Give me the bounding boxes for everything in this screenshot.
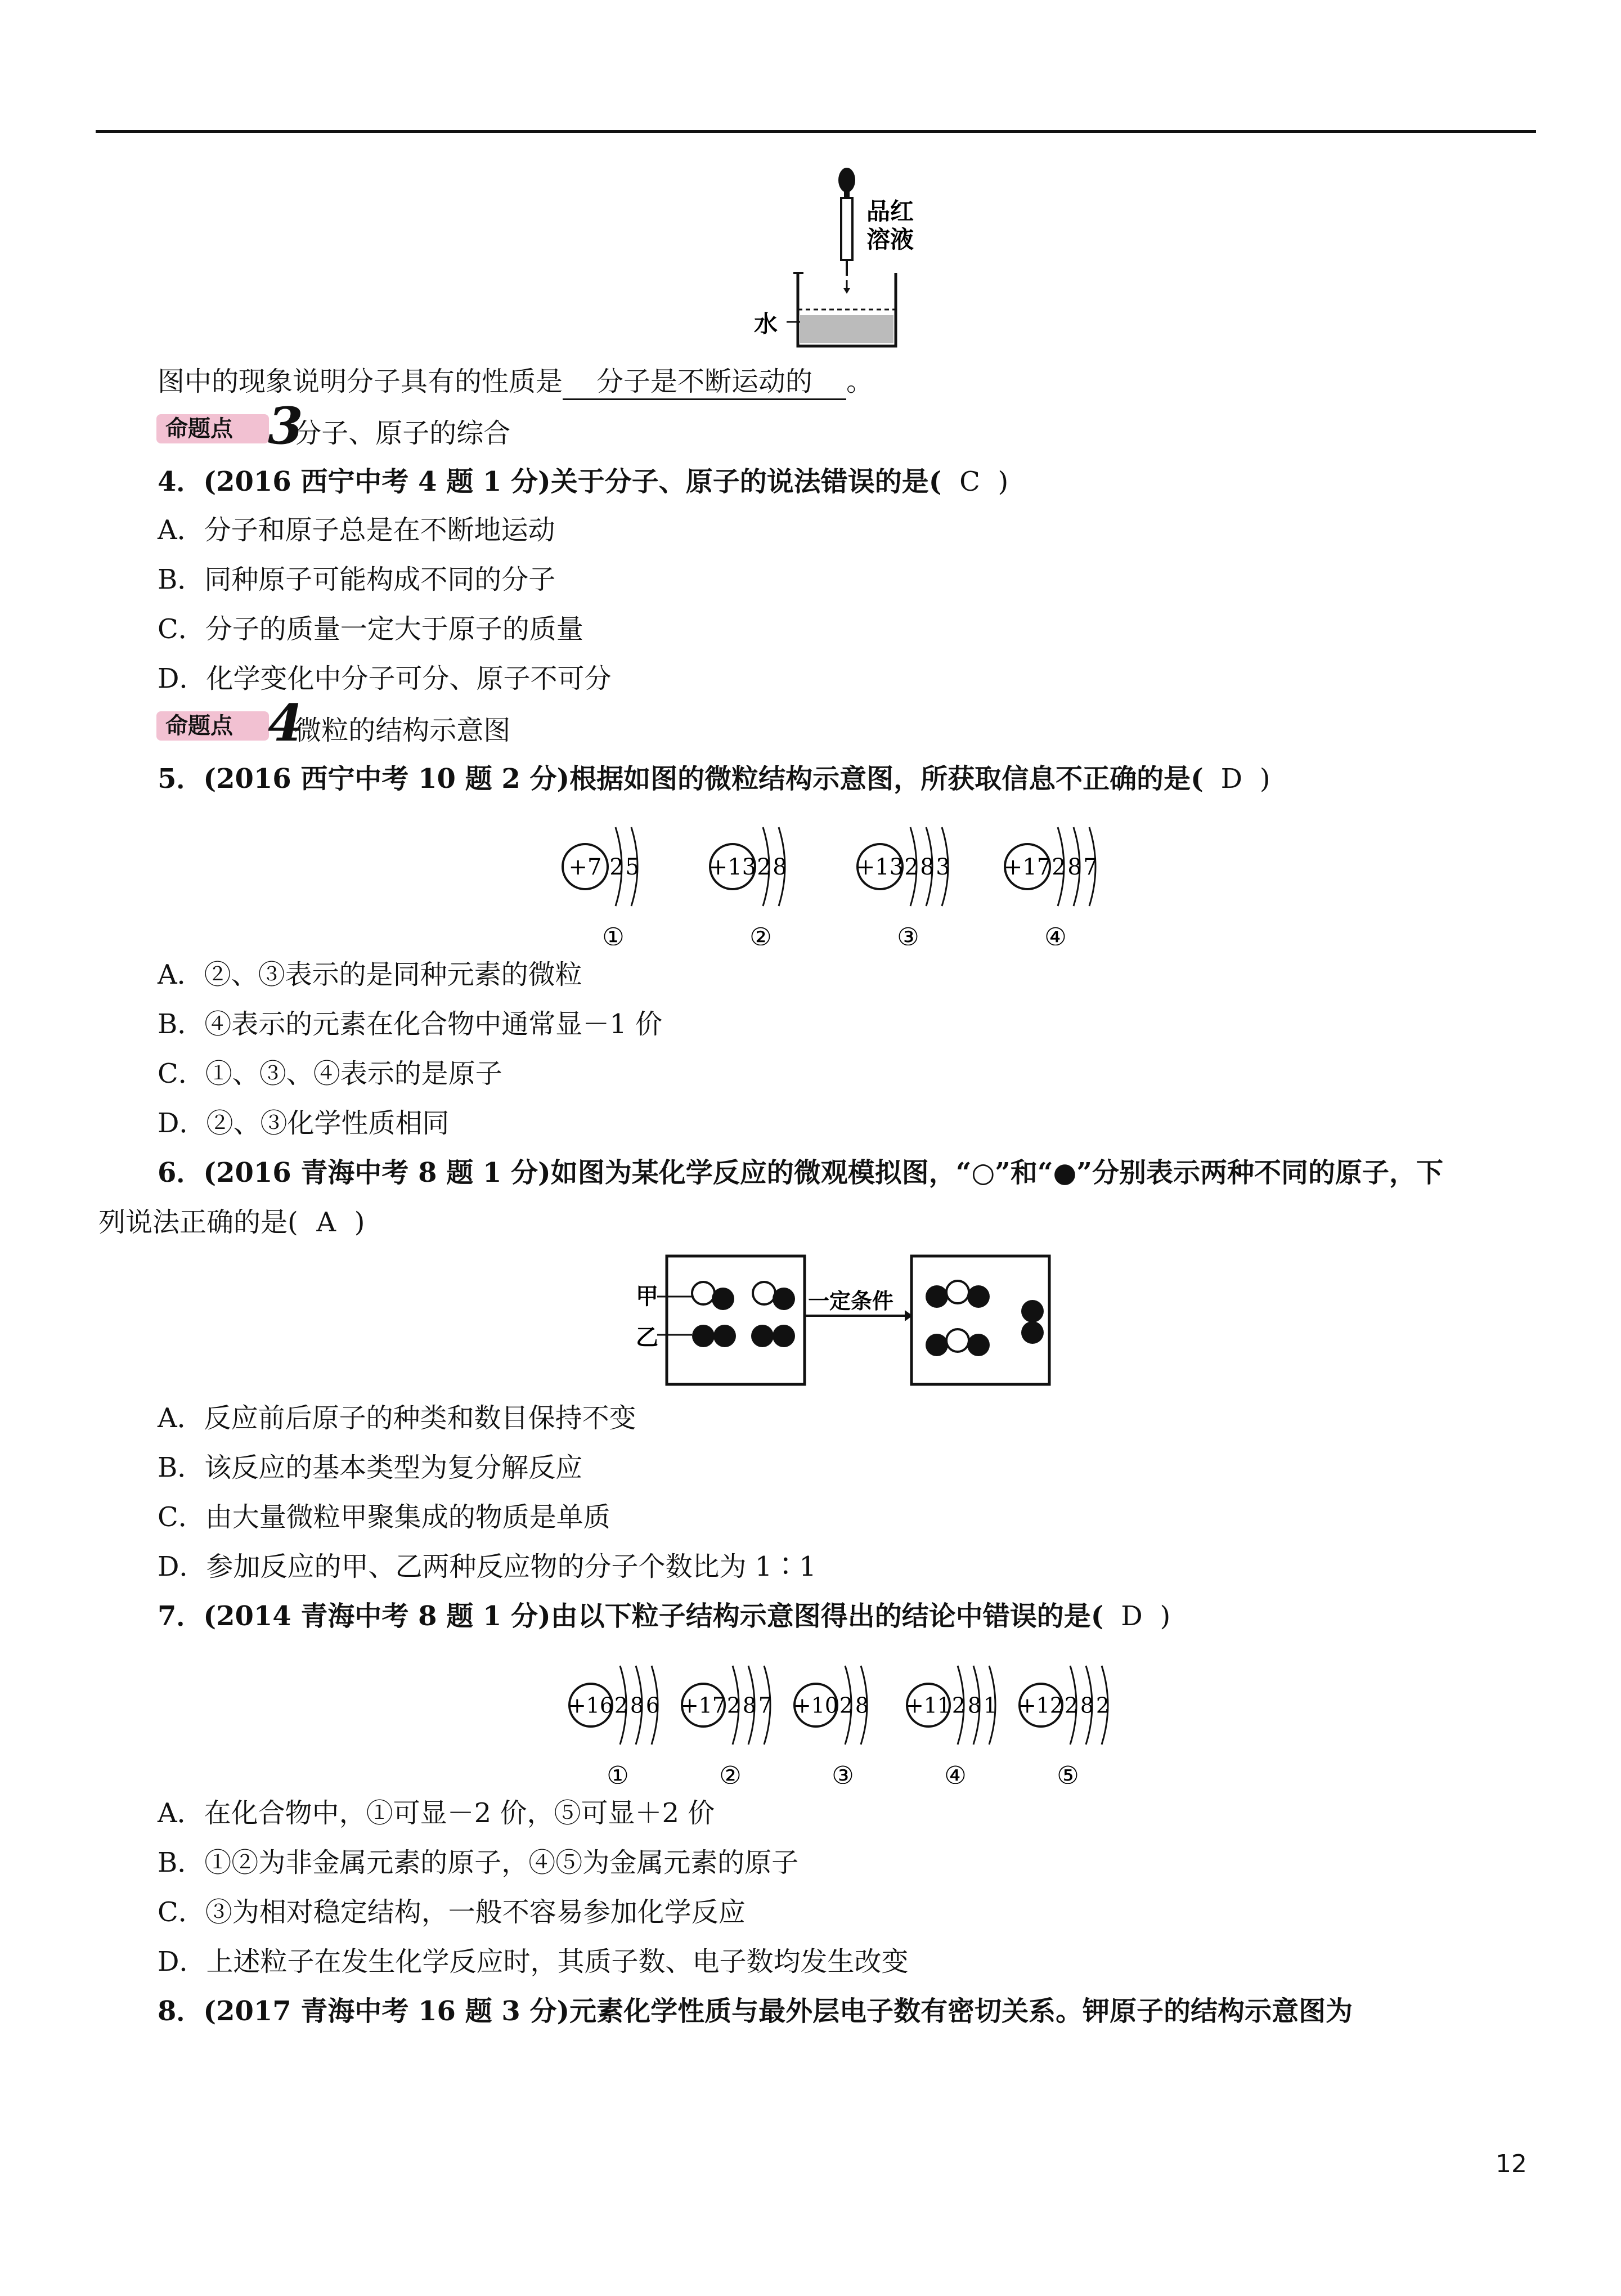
q4-option-c: C．分子的质量一定大于原子的质量: [158, 613, 583, 645]
particle-diagram: [1018, 1666, 1110, 1784]
particle-label: ③: [897, 923, 919, 945]
black-atom-icon: [751, 1325, 774, 1347]
q6-option-b: B．该反应的基本类型为复分解反应: [158, 1452, 583, 1483]
particle-diagram: [568, 1666, 659, 1784]
black-atom-icon: [967, 1285, 990, 1308]
black-atom-icon: [967, 1334, 990, 1356]
dropper-bulb-icon: [838, 168, 855, 192]
nucleus-charge: +17: [1003, 854, 1052, 880]
shell-electron-count: 2: [757, 854, 771, 880]
nucleus-charge: +13: [708, 854, 757, 880]
water-fill: [800, 315, 893, 343]
shell-electron-count: 8: [1067, 854, 1082, 880]
q5-option-d: D．②、③化学性质相同: [158, 1107, 450, 1139]
q5-answer: D: [1220, 763, 1243, 795]
q6-stem-1: 6．(2016 青海中考 8 题 1 分)如图为某化学反应的微观模拟图，“○”和“●”分别表示两种不同的原子，下: [158, 1157, 1443, 1189]
particle-label: ④: [1044, 923, 1067, 945]
particle-label: ②: [719, 1761, 742, 1784]
particle-label: ⑤: [1057, 1761, 1079, 1784]
q4-option-a: A．分子和原子总是在不断地运动: [158, 514, 555, 546]
particle-diagram: [709, 827, 787, 945]
q6-option-d: D．参加反应的甲、乙两种反应物的分子个数比为 1∶1: [158, 1551, 816, 1582]
q7-particle-diagrams: [557, 1649, 1153, 1784]
label-yi: 乙: [636, 1324, 658, 1351]
nucleus-charge: +11: [905, 1693, 951, 1718]
reactants-box: [667, 1256, 805, 1384]
particle-diagram: [1004, 827, 1098, 945]
q7-option-d: D．上述粒子在发生化学反应时，其质子数、电子数均发生改变: [158, 1946, 909, 1977]
shell-electron-count: 8: [1080, 1693, 1094, 1718]
q6-answer: A: [316, 1207, 336, 1238]
pinhong-label-2: 溶液: [866, 226, 914, 253]
particle-label: ②: [749, 923, 772, 945]
shell-electron-count: 3: [936, 854, 950, 880]
water-label: 水: [754, 310, 778, 338]
dropper-tube: [841, 198, 852, 260]
black-atom-icon: [1021, 1321, 1044, 1344]
conclusion-answer: 分子是不断运动的: [563, 367, 846, 400]
shell-electron-count: 8: [773, 854, 787, 880]
header-rule: [96, 130, 1536, 133]
reaction-figure: [625, 1250, 1058, 1391]
shell-electron-count: 2: [1064, 1693, 1079, 1718]
q4-stem: 4．(2016 西宁中考 4 题 1 分)关于分子、原子的说法错误的是( C ): [158, 466, 1009, 497]
page-number: 12: [1496, 2150, 1527, 2178]
shell-electron-count: 5: [625, 854, 640, 880]
q6-stem-2: 列说法正确的是( A ): [98, 1207, 365, 1238]
q7-option-c: C．③为相对稳定结构，一般不容易参加化学反应: [158, 1896, 746, 1928]
white-atom-icon: [692, 1282, 715, 1304]
dropper-beaker-figure: [754, 163, 945, 355]
nucleus-charge: +7: [568, 854, 602, 880]
pinhong-label-1: 品红: [866, 198, 914, 225]
shell-electron-count: 8: [967, 1693, 982, 1718]
q7-option-b: B．①②为非金属元素的原子，④⑤为金属元素的原子: [158, 1847, 799, 1878]
topic-badge-3: 命题点 3: [156, 410, 286, 447]
particle-diagram: [681, 1666, 772, 1784]
shell-electron-count: 2: [1095, 1693, 1110, 1718]
nucleus-charge: +13: [856, 854, 904, 880]
condition-label: 一定条件: [808, 1288, 894, 1313]
shell-electron-count: 2: [609, 854, 624, 880]
q7-option-a: A．在化合物中，①可显－2 价，⑤可显＋2 价: [158, 1797, 715, 1829]
black-atom-icon: [773, 1288, 795, 1310]
conclusion-line: 图中的现象说明分子具有的性质是 分子是不断运动的 。: [158, 365, 873, 400]
shell-electron-count: 8: [855, 1693, 869, 1718]
shell-electron-count: 7: [758, 1693, 773, 1718]
black-atom-icon: [926, 1334, 948, 1356]
white-atom-icon: [946, 1329, 969, 1352]
shell-electron-count: 8: [630, 1693, 644, 1718]
q4-answer: C: [959, 466, 980, 497]
q5-option-c: C．①、③、④表示的是原子: [158, 1058, 502, 1089]
particle-label: ①: [607, 1761, 629, 1784]
shell-electron-count: 2: [614, 1693, 628, 1718]
nucleus-charge: +10: [793, 1693, 839, 1718]
topic4-heading: [156, 693, 511, 753]
black-atom-icon: [713, 1325, 736, 1347]
nucleus-charge: +17: [680, 1693, 726, 1718]
black-atom-icon: [1021, 1300, 1044, 1322]
shell-electron-count: 2: [839, 1693, 854, 1718]
particle-diagram: [856, 827, 950, 945]
nucleus-charge: +16: [568, 1693, 614, 1718]
nucleus-charge: +12: [1018, 1693, 1064, 1718]
q6-option-c: C．由大量微粒甲聚集成的物质是单质: [158, 1501, 610, 1533]
shell-electron-count: 2: [726, 1693, 741, 1718]
q8-stem: 8．(2017 青海中考 16 题 3 分)元素化学性质与最外层电子数有密切关系。钾原子的结构示意图为: [158, 1995, 1353, 2027]
shell-electron-count: 2: [904, 854, 919, 880]
shell-electron-count: 6: [645, 1693, 660, 1718]
topic4-title: 微粒的结构示意图: [294, 715, 511, 746]
shell-electron-count: 2: [951, 1693, 966, 1718]
q5-option-a: A．②、③表示的是同种元素的微粒: [158, 959, 582, 990]
black-atom-icon: [926, 1285, 948, 1308]
particle-label: ③: [832, 1761, 854, 1784]
q6-option-a: A．反应前后原子的种类和数目保持不变: [158, 1402, 636, 1434]
q4-option-b: B．同种原子可能构成不同的分子: [158, 564, 556, 595]
q5-particle-diagrams: [551, 810, 1159, 945]
shell-electron-count: 1: [983, 1693, 998, 1718]
shell-electron-count: 7: [1083, 854, 1098, 880]
q7-stem: 7．(2014 青海中考 8 题 1 分)由以下粒子结构示意图得出的结论中错误的是( D ): [158, 1600, 1171, 1632]
white-atom-icon: [946, 1281, 969, 1303]
particle-diagram: [906, 1666, 997, 1784]
q7-answer: D: [1121, 1600, 1143, 1632]
particle-label: ④: [944, 1761, 967, 1784]
shell-electron-count: 2: [1052, 854, 1066, 880]
black-atom-icon: [773, 1325, 795, 1347]
q4-option-d: D．化学变化中分子可分、原子不可分: [158, 663, 612, 694]
q5-option-b: B．④表示的元素在化合物中通常显－1 价: [158, 1008, 663, 1040]
shell-electron-count: 8: [920, 854, 935, 880]
shell-electron-count: 8: [742, 1693, 757, 1718]
particle-label: ①: [602, 923, 625, 945]
white-atom-icon: [753, 1282, 775, 1304]
topic-badge-4: 命题点 4: [156, 707, 286, 744]
particle-diagram: [563, 827, 640, 945]
q5-stem: 5．(2016 西宁中考 10 题 2 分)根据如图的微粒结构示意图，所获取信息不正确的是( D ): [158, 763, 1270, 795]
black-atom-icon: [712, 1288, 734, 1310]
particle-diagram: [793, 1666, 869, 1784]
label-jia: 甲: [636, 1283, 658, 1310]
black-atom-icon: [692, 1325, 715, 1347]
topic3-heading: [156, 396, 511, 456]
topic3-title: 分子、原子的综合: [294, 418, 511, 449]
